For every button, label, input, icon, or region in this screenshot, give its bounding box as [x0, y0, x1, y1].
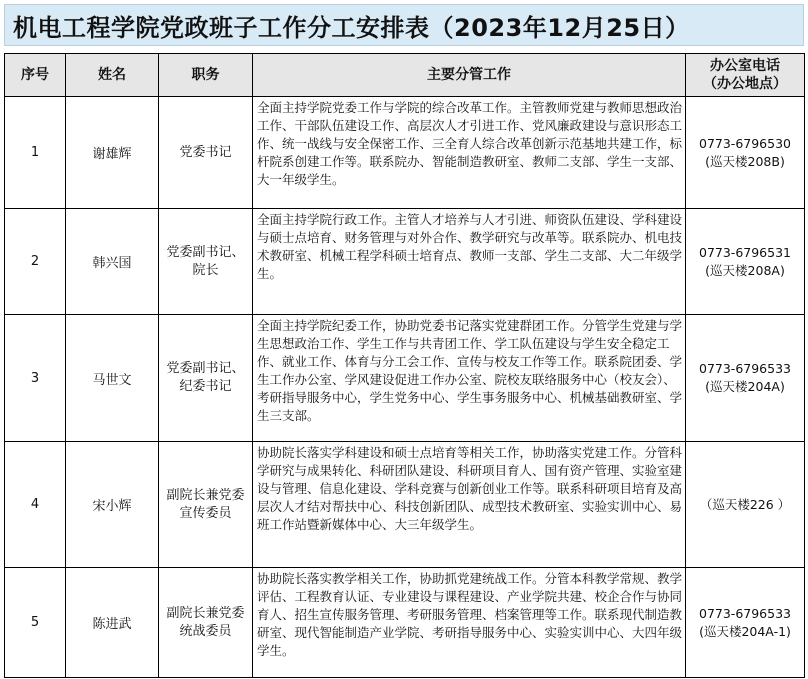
cell-role[interactable]: 党委副书记、院长 [159, 209, 253, 315]
phone-number: 0773-6796533 [699, 605, 791, 621]
duties-text: 全面主持学院行政工作。主管人才培养与人才引进、师资队伍建设、学科建设与硕士点培育、财务管理与对外合作、教学研究与改革等。联系院办、机电技术教研室、机械工程学科硕士培育点、教师一支部、学生二支部、大二年级学生。 [257, 212, 682, 281]
phone-number: 0773-6796531 [699, 244, 791, 260]
cell-name[interactable]: 马世文 [66, 315, 159, 442]
office-location: (巡天楼208A) [705, 262, 785, 278]
duties-text: 协助院长落实学科建设和硕士点培育等相关工作，协助落实党建工作。分管科学研究与成果转化、科研团队建设、科研项目育人、国有资产管理、实验室建设与管理、信息化建设、学科竞赛与创新创业工作等。联系科研项目培育及高层次人才结对帮扶中心、科技创新团队、成型技术教研室、实验实训中心、易班工作站暨新媒体中心、大三年级学生。 [257, 445, 682, 532]
table-row [5, 97, 805, 209]
cell-phone[interactable] [686, 97, 805, 209]
header-role[interactable]: 职务 [159, 54, 253, 97]
cell-phone[interactable] [686, 209, 805, 315]
cell-no[interactable]: 3 [5, 315, 66, 442]
cell-no[interactable]: 4 [5, 442, 66, 568]
table-row [5, 209, 805, 315]
title-bar [4, 4, 804, 46]
duty-table [4, 53, 805, 678]
cell-phone[interactable] [686, 568, 805, 678]
cell-name[interactable]: 谢雄辉 [66, 97, 159, 209]
cell-duties[interactable] [253, 568, 686, 678]
cell-duties[interactable] [253, 97, 686, 209]
office-location: (巡天楼204A-1) [699, 623, 791, 639]
cell-no[interactable]: 5 [5, 568, 66, 678]
header-duties[interactable]: 主要分管工作 [253, 54, 686, 97]
cell-name[interactable]: 宋小辉 [66, 442, 159, 568]
phone-number: 0773-6796530 [699, 135, 791, 151]
cell-duties[interactable] [253, 315, 686, 442]
header-row [5, 54, 805, 97]
header-phone[interactable] [686, 54, 805, 97]
cell-name[interactable]: 陈进武 [66, 568, 159, 678]
office-location: （巡天楼226 ） [699, 496, 791, 512]
cell-duties[interactable] [253, 442, 686, 568]
header-phone-line1: 办公室电话 [710, 58, 780, 74]
table-row [5, 442, 805, 568]
table-row [5, 568, 805, 678]
header-phone-line2: （办公地点） [703, 76, 787, 92]
duties-text: 全面主持学院纪委工作，协助党委书记落实党建群团工作。分管学生党建与学生思想政治工作、学生工作与共青团工作、学工队伍建设与学生安全稳定工作、就业工作、体育与分工会工作、宣传与校友工作等工作。联系院团委、学生工作办公室、学风建设促进工作办公室、院校友联络服务中心（校友会）、考研指导服务中心，学生党务中心、学生事务服务中心、机械基础教研室、学生三支部。 [257, 318, 682, 423]
duties-text: 协助院长落实教学相关工作，协助抓党建统战工作。分管本科教学常规、教学评估、工程教育认证、专业建设与课程建设、产业学院共建、校企合作与协同育人、招生宣传服务管理、考研服务管理、档案管理等工作。联系现代制造教研室、现代智能制造产业学院、考研指导服务中心、实验实训中心、大四年级学生。 [257, 571, 682, 658]
cell-role[interactable]: 副院长兼党委统战委员 [159, 568, 253, 678]
duties-text: 全面主持学院党委工作与学院的综合改革工作。主管教师党建与教师思想政治工作、干部队伍建设工作、高层次人才引进工作、党风廉政建设与意识形态工作、统一战线与安全保密工作、三全育人综合改革创新示范基地共建工作，标杆院系创建工作等。联系院办、智能制造教研室、教师二支部、学生一支部、大一年级学生。 [257, 100, 682, 187]
cell-phone[interactable] [686, 315, 805, 442]
cell-role[interactable]: 党委书记 [159, 97, 253, 209]
cell-duties[interactable] [253, 209, 686, 315]
cell-no[interactable]: 2 [5, 209, 66, 315]
cell-role[interactable]: 党委副书记、纪委书记 [159, 315, 253, 442]
header-no[interactable]: 序号 [5, 54, 66, 97]
header-name[interactable]: 姓名 [66, 54, 159, 97]
phone-number: 0773-6796533 [699, 361, 791, 376]
cell-name[interactable]: 韩兴国 [66, 209, 159, 315]
office-location: (巡天楼204A) [705, 379, 785, 394]
table-row [5, 315, 805, 442]
cell-phone[interactable] [686, 442, 805, 568]
page-title: 机电工程学院党政班子工作分工安排表（2023年12月25日） [13, 13, 690, 42]
cell-no[interactable]: 1 [5, 97, 66, 209]
office-location: (巡天楼208B) [705, 153, 785, 169]
cell-role[interactable]: 副院长兼党委宣传委员 [159, 442, 253, 568]
